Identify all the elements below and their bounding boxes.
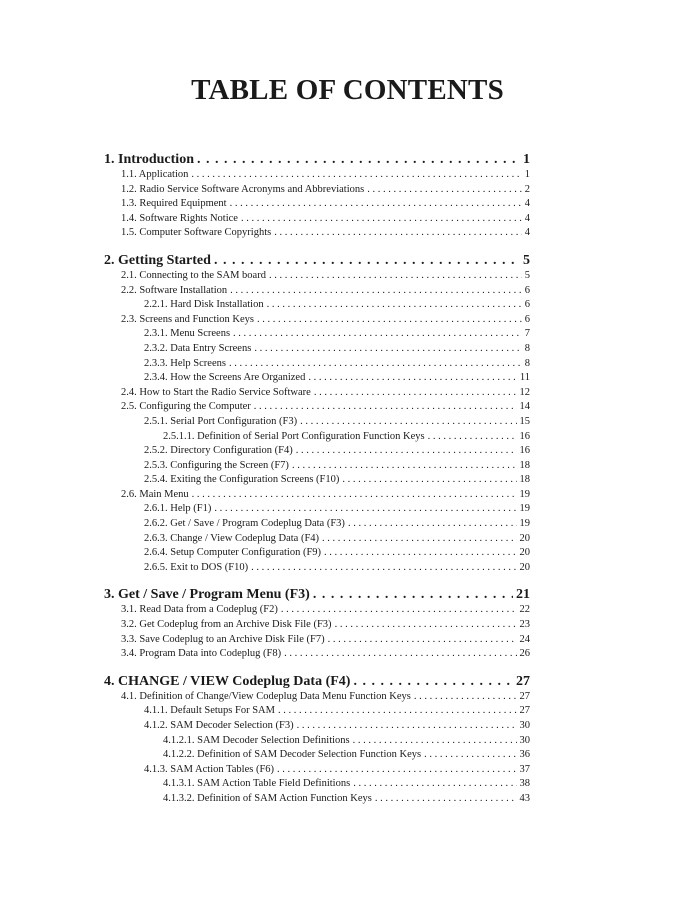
dot-leader <box>324 546 516 561</box>
dot-leader <box>214 502 516 517</box>
toc-entry-label: 2.5.2. Directory Configuration (F4) <box>144 445 293 457</box>
toc-entry[interactable] <box>104 704 530 719</box>
toc-entry[interactable] <box>104 212 530 227</box>
toc-page-number: 37 <box>519 763 530 775</box>
toc-page-number: 19 <box>519 503 530 515</box>
toc-entry-label: 2.5. Configuring the Computer <box>121 401 251 413</box>
toc-entry-label: 2.6.3. Change / View Codeplug Data (F4) <box>144 532 320 544</box>
toc-page-number: 6 <box>524 299 530 311</box>
toc-entry[interactable] <box>104 371 530 386</box>
dot-leader <box>229 357 522 372</box>
toc-entry[interactable] <box>104 269 530 284</box>
toc-entry-label: 2.5.4. Exiting the Configuration Screens (F10) <box>144 474 340 486</box>
toc-entry[interactable] <box>104 386 530 401</box>
toc-page-number: 14 <box>519 401 530 413</box>
toc-entry-label: 2.6.1. Help (F1) <box>144 503 212 515</box>
toc-entry-label: 2.3.4. How the Screens Are Organized <box>144 372 306 384</box>
toc-page-number: 6 <box>524 313 530 325</box>
toc-page-number: 8 <box>524 357 530 369</box>
dot-leader <box>375 792 517 807</box>
toc-page-number: 21 <box>516 587 530 603</box>
dot-leader <box>214 252 520 269</box>
dot-leader <box>254 342 521 357</box>
toc-entry-label: 2.5.1.1. Definition of Serial Port Configuration Function Keys <box>163 430 425 442</box>
toc-entry[interactable] <box>104 763 530 778</box>
toc-entry[interactable] <box>104 690 530 705</box>
toc-entry-label: 4.1.2. SAM Decoder Selection (F3) <box>144 720 294 731</box>
toc-section-entry[interactable] <box>104 586 530 603</box>
toc-page-number: 26 <box>519 648 530 660</box>
toc-entry[interactable] <box>104 546 530 561</box>
toc-entry-label: 3.1. Read Data from a Codeplug (F2) <box>121 604 278 616</box>
toc-page-number: 20 <box>519 532 530 544</box>
toc-entry-label: 3. Get / Save / Program Menu (F3) <box>104 587 310 603</box>
toc-page-number: 20 <box>519 561 530 573</box>
toc-entry-label: 4.1.2.1. SAM Decoder Selection Definitions <box>163 734 350 746</box>
toc-entry-label: 2.3.2. Data Entry Screens <box>144 342 252 354</box>
toc-page-number: 20 <box>519 547 530 559</box>
toc-page-number: 19 <box>519 488 530 500</box>
toc-page-number: 27 <box>519 705 530 717</box>
toc-page-number: 16 <box>519 430 530 442</box>
dot-leader <box>254 400 517 415</box>
toc-entry[interactable] <box>104 197 530 212</box>
toc-entry[interactable] <box>104 618 530 633</box>
toc-page-number: 6 <box>524 284 530 296</box>
toc-page-number: 12 <box>519 386 530 398</box>
dot-leader <box>197 151 520 168</box>
toc-entry-label: 2.1. Connecting to the SAM board <box>121 269 266 281</box>
toc-section-entry[interactable] <box>104 252 530 269</box>
dot-leader <box>230 284 522 299</box>
toc-entry-label: 1.1. Application <box>121 169 189 180</box>
dot-leader <box>367 183 522 198</box>
toc-entry[interactable] <box>104 719 530 734</box>
dot-leader <box>274 226 522 241</box>
toc-entry-label: 3.4. Program Data into Codeplug (F8) <box>121 648 282 660</box>
toc-entry-label: 2.2. Software Installation <box>121 284 228 296</box>
toc-page-number: 18 <box>519 474 530 486</box>
toc-entry[interactable] <box>104 415 530 430</box>
toc-page-number: 22 <box>519 604 530 616</box>
toc-section-entry[interactable] <box>104 151 530 168</box>
toc-entry-label: 3.3. Save Codeplug to an Archive Disk File (F7) <box>121 633 325 645</box>
dot-leader <box>335 618 517 633</box>
toc-entry-label: 4.1.3.2. Definition of SAM Action Function Keys <box>163 792 372 804</box>
page-title: TABLE OF CONTENTS <box>191 74 504 106</box>
toc-entry[interactable] <box>104 183 530 198</box>
toc-entry[interactable] <box>104 226 530 241</box>
toc-entry[interactable] <box>104 647 530 662</box>
toc-entry-label: 2.5.3. Configuring the Screen (F7) <box>144 459 289 471</box>
toc-entry-label: 1.5. Computer Software Copyrights <box>121 227 272 239</box>
toc-page-number: 23 <box>519 619 530 631</box>
toc-page-number: 7 <box>524 328 530 340</box>
toc-page-number: 24 <box>519 633 530 645</box>
toc-page-number: 27 <box>516 673 530 689</box>
toc-page-number: 5 <box>523 252 530 268</box>
toc-entry-label: 2.6.5. Exit to DOS (F10) <box>144 561 249 573</box>
dot-leader <box>353 777 516 792</box>
toc-entry-label: 3.2. Get Codeplug from an Archive Disk File (F3) <box>121 619 332 631</box>
toc-page-number: 1 <box>523 152 530 167</box>
toc-entry[interactable] <box>104 342 530 357</box>
toc-entry[interactable] <box>104 444 530 459</box>
toc-page-number: 2 <box>524 183 530 195</box>
dot-leader <box>308 371 517 386</box>
toc-entry[interactable] <box>104 430 530 445</box>
toc-page-number: 38 <box>519 778 530 790</box>
toc-page-number: 18 <box>519 459 530 471</box>
dot-leader <box>292 459 517 474</box>
toc-entry[interactable] <box>104 327 530 342</box>
dot-leader <box>428 430 517 445</box>
toc-page-number: 43 <box>519 792 530 804</box>
toc-entry[interactable] <box>104 734 530 749</box>
dot-leader <box>192 488 517 503</box>
dot-leader <box>314 386 517 401</box>
dot-leader <box>257 313 522 328</box>
toc-entry[interactable] <box>104 473 530 488</box>
toc-entry-label: 4.1.3. SAM Action Tables (F6) <box>144 763 275 775</box>
toc-entry[interactable] <box>104 357 530 372</box>
toc-page-number: 11 <box>519 372 530 384</box>
toc-entry[interactable] <box>104 792 530 807</box>
toc-page-number: 16 <box>519 445 530 457</box>
dot-leader <box>414 690 517 705</box>
toc-page-number: 30 <box>519 734 530 746</box>
toc-page-number: 5 <box>524 269 530 281</box>
toc-section-entry[interactable] <box>104 673 530 690</box>
toc-page-number: 1 <box>524 169 530 180</box>
dot-leader <box>267 298 522 313</box>
toc-page-number: 19 <box>519 518 530 530</box>
dot-leader <box>297 719 517 734</box>
toc-entry-label: 2.5.1. Serial Port Configuration (F3) <box>144 415 298 427</box>
toc-entry-label: 2.2.1. Hard Disk Installation <box>144 299 264 311</box>
toc-entry[interactable] <box>104 777 530 792</box>
toc-page-number: 15 <box>519 415 530 427</box>
dot-leader <box>230 197 522 212</box>
toc-page-number: 4 <box>524 212 530 224</box>
toc-page-number: 27 <box>519 690 530 702</box>
dot-leader <box>269 269 522 284</box>
dot-leader <box>328 633 517 648</box>
toc-entry-label: 2.6. Main Menu <box>121 488 189 500</box>
toc-entry[interactable] <box>104 517 530 532</box>
toc-entry-label: 2.3.3. Help Screens <box>144 357 226 369</box>
toc-page-number: 8 <box>524 342 530 354</box>
dot-leader <box>233 327 522 342</box>
dot-leader <box>277 763 516 778</box>
dot-leader <box>424 748 516 763</box>
toc-entry[interactable] <box>104 748 530 763</box>
toc-entry-label: 4.1.2.2. Definition of SAM Decoder Selection Function Keys <box>163 749 422 761</box>
toc-entry-label: 4.1. Definition of Change/View Codeplug Data Menu Function Keys <box>121 690 411 702</box>
dot-leader <box>278 704 517 719</box>
dot-leader <box>241 212 522 227</box>
dot-leader <box>191 168 521 183</box>
toc-entry[interactable] <box>104 603 530 618</box>
dot-leader <box>353 673 513 690</box>
toc-entry-label: 1.4. Software Rights Notice <box>121 212 238 224</box>
toc-entry[interactable] <box>104 284 530 299</box>
toc-entry-label: 4. CHANGE / VIEW Codeplug Data (F4) <box>104 673 351 689</box>
dot-leader <box>322 532 516 547</box>
toc-entry-label: 4.1.3.1. SAM Action Table Field Definitions <box>163 778 351 790</box>
dot-leader <box>284 647 516 662</box>
toc-entry-label: 2.6.4. Setup Computer Configuration (F9) <box>144 547 322 559</box>
toc-entry[interactable] <box>104 502 530 517</box>
toc-page-number: 36 <box>519 749 530 761</box>
toc-entry[interactable] <box>104 400 530 415</box>
dot-leader <box>342 473 516 488</box>
dot-leader <box>313 586 513 603</box>
dot-leader <box>251 561 516 576</box>
dot-leader <box>353 734 517 749</box>
toc-entry-label: 4.1.1. Default Setups For SAM <box>144 705 275 717</box>
toc-page-number: 30 <box>519 720 530 731</box>
dot-leader <box>300 415 516 430</box>
toc-entry[interactable] <box>104 561 530 576</box>
toc-entry-label: 2.6.2. Get / Save / Program Codeplug Data (F3) <box>144 518 345 530</box>
table-of-contents <box>104 151 530 807</box>
toc-entry-label: 1.2. Radio Service Software Acronyms and Abbreviations <box>121 183 365 195</box>
toc-entry[interactable] <box>104 488 530 503</box>
toc-entry-label: 2.3.1. Menu Screens <box>144 328 231 340</box>
dot-leader <box>281 603 517 618</box>
toc-entry-label: 2.3. Screens and Function Keys <box>121 313 254 325</box>
toc-entry[interactable] <box>104 459 530 474</box>
toc-entry-label: 2. Getting Started <box>104 252 211 268</box>
toc-entry[interactable] <box>104 298 530 313</box>
toc-page-number: 4 <box>524 227 530 239</box>
dot-leader <box>348 517 517 532</box>
toc-entry[interactable] <box>104 532 530 547</box>
toc-entry[interactable] <box>104 313 530 328</box>
toc-entry[interactable] <box>104 168 530 183</box>
toc-entry[interactable] <box>104 633 530 648</box>
toc-entry-label: 1.3. Required Equipment <box>121 198 227 210</box>
toc-entry-label: 2.4. How to Start the Radio Service Software <box>121 386 311 398</box>
toc-page-number: 4 <box>524 198 530 210</box>
dot-leader <box>296 444 517 459</box>
toc-entry-label: 1. Introduction <box>104 152 194 167</box>
